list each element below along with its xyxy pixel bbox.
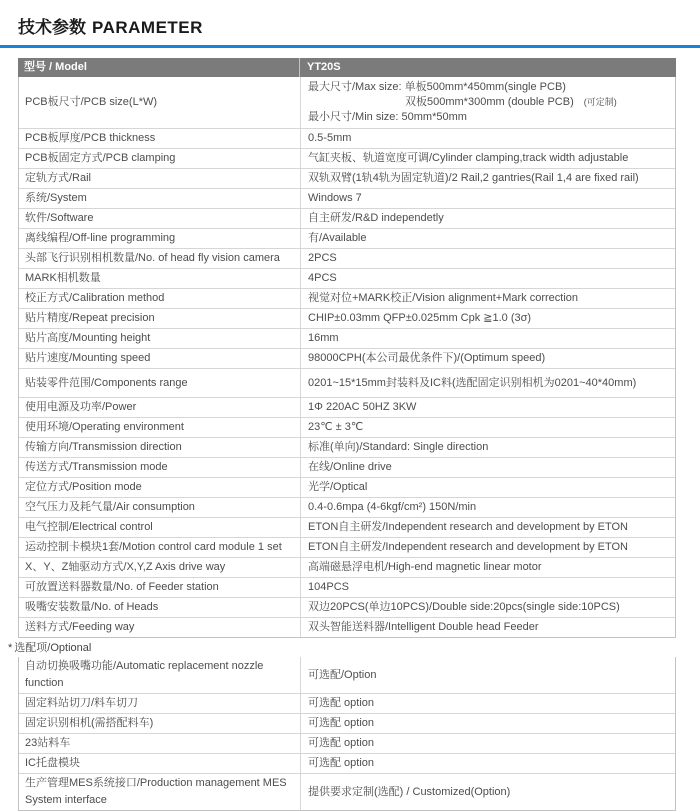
param-label: 传送方式/Transmission mode [19,458,301,477]
pcb-max-double-value: 双板500mm*300mm (double PCB) [405,96,574,108]
param-value: 光学/Optical [308,481,368,493]
param-label: 头部飞行识别相机数量/No. of head fly vision camera [19,249,301,268]
param-value: 可选配/Option [308,668,377,681]
param-value: 98000CPH(本公司最优条件下)/(Optimum speed) [308,352,546,364]
param-label: 使用电源及功率/Power [19,398,301,417]
table-row [19,349,675,369]
table-row [19,618,675,637]
param-value: 双头智能送料器/Intelligent Double head Feeder [308,621,539,633]
param-value: 0.4-0.6mpa (4-6kgf/cm²) 150N/min [308,501,477,513]
param-label: PCB板厚度/PCB thickness [19,129,301,148]
param-label: 可放置送料器数量/No. of Feeder station [19,578,301,597]
table-row [19,734,675,754]
table-row [19,538,675,558]
page-title-zh: 技术参数 [18,18,86,37]
table-row [19,269,675,289]
param-label: MARK相机数量 [19,269,301,288]
table-row [19,418,675,438]
param-value: 双轨双臂(1轨4轨为固定轨道)/2 Rail,2 gantries(Rail 1,4 are fixed rail) [308,172,639,184]
param-label: PCB板尺寸/PCB size(L*W) [19,77,301,128]
param-label: 电气控制/Electrical control [19,518,301,537]
optional-star: * [8,642,13,654]
param-value: CHIP±0.03mm QFP±0.025mm Cpk ≧1.0 (3σ) [308,312,532,324]
param-value: 有/Available [308,232,367,244]
param-label: IC托盘模块 [19,754,301,773]
param-label: 传输方向/Transmission direction [19,438,301,457]
param-value: 高端磁悬浮电机/High-end magnetic linear motor [308,561,542,573]
table-row [19,478,675,498]
model-header-label: 型号 / Model [18,58,300,77]
param-label: PCB板固定方式/PCB clamping [19,149,301,168]
param-label: 贴片精度/Repeat precision [19,309,301,328]
table-row [19,149,675,169]
table-row [19,77,675,129]
pcb-customizable-note: (可定制) [583,97,617,107]
param-label: 自动切换吸嘴功能/Automatic replacement nozzle function [19,657,301,693]
table-row [19,438,675,458]
param-value: 0201~15*15mm封装料及IC料(选配固定识别相机为0201~40*40mm) [308,376,637,389]
param-value: ETON自主研发/Independent research and development by ETON [308,541,628,553]
param-value: 标准(单向)/Standard: Single direction [308,441,489,453]
main-table-body [18,77,676,638]
table-row [19,558,675,578]
param-label: 生产管理MES系统接口/Production management MES System interface [19,774,301,810]
table-row [19,398,675,418]
table-row [19,694,675,714]
table-row [19,498,675,518]
spec-table-optional [18,657,676,811]
param-label: 离线编程/Off-line programming [19,229,301,248]
param-value: 可选配 option [308,717,375,729]
pcb-size-lines [308,78,671,127]
param-label: 送料方式/Feeding way [19,618,301,637]
table-row [19,754,675,774]
param-value: 自主研发/R&D independetly [308,212,444,224]
param-label: 贴装零件范围/Components range [19,369,301,397]
param-value: 2PCS [308,252,337,264]
param-value: 16mm [308,332,339,344]
param-label: 定位方式/Position mode [19,478,301,497]
page-header [0,0,700,45]
param-value: 气缸夹板、轨道宽度可调/Cylinder clamping,track width adjustable [308,152,629,164]
table-row [19,774,675,810]
accent-rule [0,45,700,48]
param-value: 提供要求定制(选配) / Customized(Option) [308,785,511,798]
spec-table-main [18,58,676,638]
param-label: 使用环境/Operating environment [19,418,301,437]
param-label: 贴片速度/Mounting speed [19,349,301,368]
param-label: 空气压力及耗气量/Air consumption [19,498,301,517]
param-value: 4PCS [308,272,337,284]
pcb-max-single-value: 单板500mm*450mm(single PCB) [404,81,566,93]
param-value: 在线/Online drive [308,461,392,473]
param-label: 吸嘴安装数量/No. of Heads [19,598,301,617]
param-value: 双边20PCS(单边10PCS)/Double side:20pcs(single side:10PCS) [308,601,620,613]
table-row [19,169,675,189]
table-row [19,129,675,149]
table-row [19,249,675,269]
pcb-min-label: 最小尺寸/Min size: [308,111,399,123]
param-value: 可选配 option [308,757,375,769]
optional-section-label [8,642,700,655]
page-title [0,0,700,45]
param-label: 固定识别相机(需搭配料车) [19,714,301,733]
param-label: 系统/System [19,189,301,208]
table-row [19,309,675,329]
pcb-min-size-line [308,110,671,125]
param-value: ETON自主研发/Independent research and development by ETON [308,521,628,533]
pcb-max-double-line [308,95,671,110]
param-label: 运动控制卡模块1套/Motion control card module 1 set [19,538,301,557]
table-row [19,598,675,618]
table-row [19,209,675,229]
param-value: Windows 7 [308,192,362,204]
table-row [19,289,675,309]
param-label: 固定料站切刀/料车切刀 [19,694,301,713]
param-value: 可选配 option [308,737,375,749]
param-label: 定轨方式/Rail [19,169,301,188]
optional-section-title: 选配项/Optional [14,642,92,654]
param-value: 104PCS [308,581,349,593]
table-header-row [18,58,676,77]
page-title-en: PARAMETER [92,18,203,37]
param-value: 0.5-5mm [308,132,352,144]
param-label: 校正方式/Calibration method [19,289,301,308]
table-row [19,369,675,398]
model-header-value: YT20S [307,61,341,73]
param-label: X、Y、Z轴驱动方式/X,Y,Z Axis drive way [19,558,301,577]
table-row [19,329,675,349]
table-row [19,657,675,694]
param-label: 贴片高度/Mounting height [19,329,301,348]
param-label: 23站料车 [19,734,301,753]
table-row [19,229,675,249]
param-value [301,77,675,128]
table-row [19,714,675,734]
table-row [19,578,675,598]
param-value: 视觉对位+MARK校正/Vision alignment+Mark correction [308,292,578,304]
pcb-max-size-line [308,80,671,95]
table-row [19,189,675,209]
table-row [19,458,675,478]
param-label: 软件/Software [19,209,301,228]
table-row [19,518,675,538]
pcb-max-label: 最大尺寸/Max size: [308,81,402,93]
param-value: 可选配 option [308,697,375,709]
optional-table-body [18,657,676,811]
param-value: 23℃ ± 3℃ [308,421,364,433]
param-value: 1Φ 220AC 50HZ 3KW [308,401,417,413]
pcb-min-value: 50mm*50mm [401,111,467,123]
